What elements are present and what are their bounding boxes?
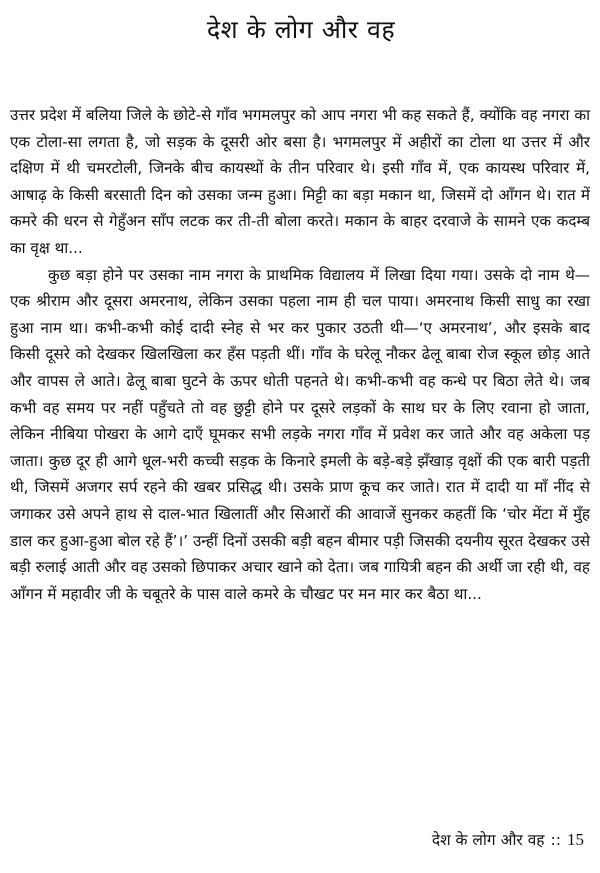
footer-separator: ::: [550, 831, 561, 849]
paragraph-1: उत्तर प्रदेश में बलिया जिले के छोटे-से गाँव भगमलपुर को आप नगरा भी कह सकते हैं, क्योंकि वह नगरा का एक टोला-सा लगता है, जो सड़क के दूसरी ओर बसा है। भगमलपुर में अहीरों का टोला था उत्तर में और दक्षिण में थी चमरटोली, जिनके बीच कायस्थों के तीन परिवार थे। इसी गाँव में, एक कायस्थ परिवार में, आषाढ़ के किसी बरसाती दिन को उसका जन्म हुआ। मिट्टी का बड़ा मकान था, जिसमें दो आँगन थे। रात में कमरे की धरन से गेहुँअन साँप लटक कर ती-ती बोला करते। मकान के बाहर दरवाजे के सामने एक कदम्ब का वृक्ष था...: [10, 106, 590, 257]
footer-running-title: देश के लोग और वह: [431, 831, 545, 849]
paragraph-2: कुछ बड़ा होने पर उसका नाम नगरा के प्राथमिक विद्यालय में लिखा दिया गया। उसके दो नाम थे—एक श्रीराम और दूसरा अमरनाथ, लेकिन उसका पहला नाम ही चल पाया। अमरनाथ किसी साधु का रखा हुआ नाम था। कभी-कभी कोई दादी स्नेह से भर कर पुकार उठती थी—‘ए अमरनाथ’, और इसके बाद किसी दूसरे को देखकर खिलखिला कर हँस पड़ती थीं। गाँव के घरेलू नौकर ढेलू बाबा रोज स्कूल छोड़ आते और वापस ले आते। ढेलू बाबा घुटने के ऊपर धोती पहनते थे। कभी-कभी वह कन्धे पर बिठा लेते थे। जब कभी वह समय पर नहीं पहुँचते तो वह छुट्टी होने पर दूसरे लड़कों के साथ घर के लिए रवाना हो जाता, लेकिन नीबिया पोखरा के आगे दाएँ घूमकर सभी लड़के नगरा गाँव में प्रवेश कर जाते और वह अकेला पड़ जाता। कुछ दूर ही आगे धूल-भरी कच्ची सड़क के किनारे इमली के बड़े-बड़े झँखाड़ वृक्षों की एक बारी पड़ती थी, जिसमें अजगर सर्प रहने की खबर प्रसिद्ध थी। उसके प्राण कूच कर जाते। रात में दादी या माँ नींद से जगाकर उसे अपने हाथ से दाल-भात खिलातीं और सिआरों की आवाजें सुनकर कहतीं कि ‘चोर मेंटा में मुँह डाल कर हुआ-हुआ बोल रहे हैं’।’ उन्हीं दिनों उसकी बड़ी बहन बीमार पड़ी जिसकी दयनीय सूरत देखकर उसे बड़ी रुलाई आती और वह उसको छिपाकर अचार खाने को देता। जब गायित्री बहन की अर्थी जा रही थी, वह आँगन में महावीर जी के चबूतरे के पास वाले कमरे के चौखट पर मन मार कर बैठा था...: [10, 265, 590, 603]
chapter-body: [10, 102, 590, 607]
chapter-title: देश के लोग और वह: [206, 15, 396, 44]
running-footer: [432, 828, 584, 852]
page-number: 15: [567, 830, 584, 849]
